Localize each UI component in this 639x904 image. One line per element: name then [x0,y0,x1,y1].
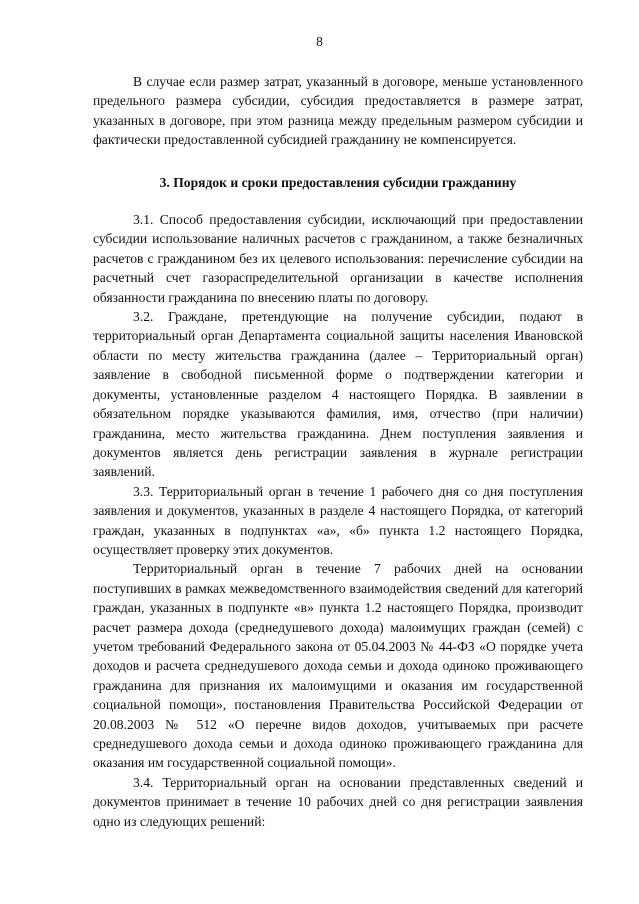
paragraph-3-2: 3.2. Граждане, претендующие на получение субсидии, подают в территориальный орган Департамента социальной защиты населения Ивановской области по месту жительства гражданина (далее – Территориальный орган) заявление в свободной письменной форме о подтверждении категории и документы, установленные разделом 4 настоящего Порядка. В заявлении в обязательном порядке указываются фамилия, имя, отчество (при наличии) гражданина, место жительства гражданина. Днем поступления заявления и документов является день регистрации заявления в журнале регистрации заявлений. [93,309,583,480]
section-heading: 3. Порядок и сроки предоставления субсидии гражданину [159,174,517,190]
intro-paragraph: В случае если размер затрат, указанный в договоре, меньше установленного предельного размера субсидии, субсидия предоставляется в размере затрат, указанных в договоре, при этом разница между предельным размером субсидии и фактически предоставленной субсидией гражданину не компенсируется. [93,74,583,148]
paragraph-3-3-continued: Территориальный орган в течение 7 рабочих дней на основании поступивших в рамках межведомственного взаимодействия сведений для категорий граждан, указанных в подпункте «в» пункта 1.2 настоящего Порядка, производит расчет размера дохода (среднедушевого дохода) малоимущих граждан (семей) с учетом требований Федерального закона от 05.04.2003 № 44-ФЗ «О порядке учета доходов и расчета среднедушевого дохода семьи и дохода одиноко проживающего гражданина для признания их малоимущими и оказания им государственной социальной помощи», постановления Правительства Российской Федерации от 20.08.2003 № 512 «О перечне видов доходов, учитываемых при расчете среднедушевого дохода семьи и дохода одиноко проживающего гражданина для оказания им государственной социальной помощи». [93,561,583,771]
page-number: 8 [316,34,323,49]
paragraph-3-4: 3.4. Территориальный орган на основании представленных сведений и документов принимает в течение 10 рабочих дней со дня регистрации заявления одно из следующих решений: [93,774,583,829]
paragraph-3-1: 3.1. Способ предоставления субсидии, исключающий при предоставлении субсидии использование наличных расчетов с гражданином, а также безналичных расчетов с гражданином без их целевого использования: перечисление субсидии на расчетный счет газораспределительной организации в качестве исполнения обязанности гражданина по внесению платы по договору. [93,212,583,305]
paragraph-3-3: 3.3. Территориальный орган в течение 1 рабочего дня со дня поступления заявления и документов, указанных в разделе 4 настоящего Порядка, от категорий граждан, указанных в подпунктах «а», «б» пункта 1.2 настоящего Порядка, осуществляет проверку этих документов. [93,483,583,557]
document-body [93,72,583,831]
